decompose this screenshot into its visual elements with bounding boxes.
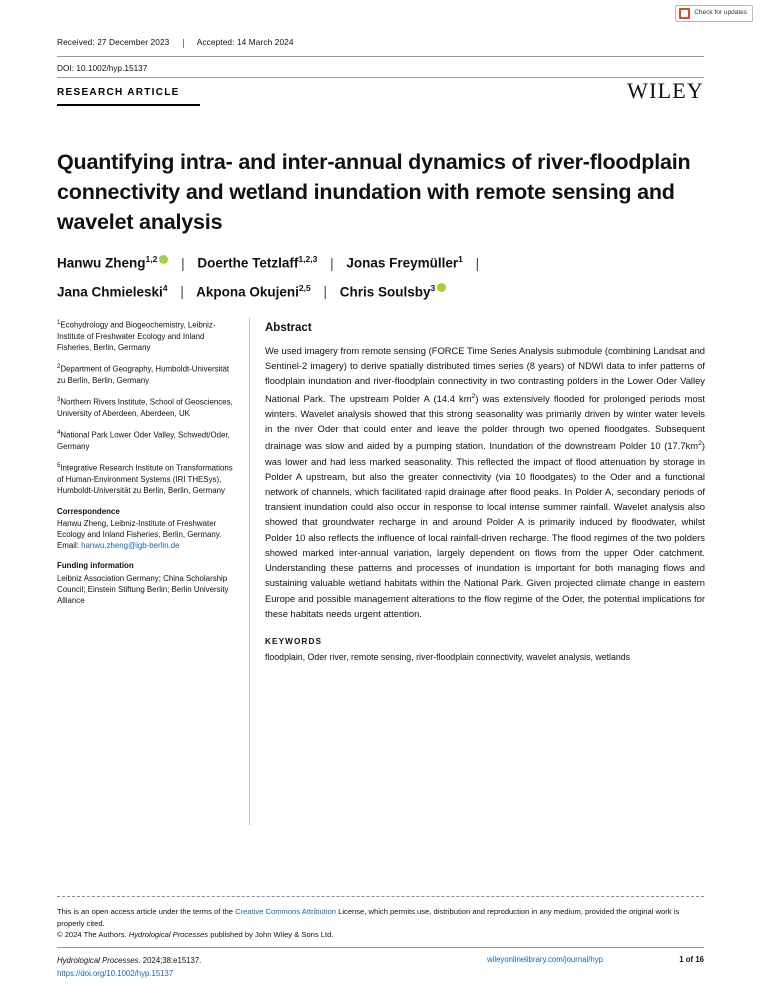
affiliation-text: Ecohydrology and Biogeochemistry, Leibniz-Institute of Freshwater Ecology and Inland Fisheries, Berlin, Germany	[57, 320, 216, 353]
footer-rule	[57, 947, 704, 948]
author-affiliation-marker: 1	[458, 254, 463, 264]
author-name: Jana Chmieleski	[57, 284, 163, 299]
publisher-logo: WILEY	[627, 78, 704, 103]
header-rule-bottom	[57, 77, 704, 78]
license-post: License, which permits use, distribution and reproduction in any medium, provided the original work is properly cited.	[57, 907, 680, 928]
check-for-updates-badge[interactable]	[675, 5, 753, 22]
accepted-date: Accepted: 14 March 2024	[196, 37, 294, 47]
author-name: Jonas Freymüller	[346, 255, 459, 271]
crossmark-icon	[679, 8, 690, 19]
affiliation-marker: 3	[57, 397, 61, 404]
author-line-1	[57, 247, 707, 276]
header-rule-top	[57, 56, 704, 57]
keywords-text: floodplain, Oder river, remote sensing, river-floodplain connectivity, wavelet analysis, wetlands	[265, 651, 631, 662]
orcid-icon[interactable]	[437, 283, 446, 292]
license-pre: This is an open access article under the terms of the	[57, 907, 236, 916]
affiliation-item	[57, 362, 238, 386]
copyright-journal: Hydrological Processes	[128, 930, 209, 940]
author-separator: |	[475, 255, 480, 271]
copyright-post: published by John Wiley & Sons Ltd.	[208, 930, 334, 940]
author-affiliation-marker: 2,5	[298, 282, 311, 293]
affiliation-text: Integrative Research Institute on Transformations of Human-Environment Systems (IRI THESys), Humboldt-Universität zu Berlin, Berlin, Germany	[57, 463, 233, 496]
abstract-heading: Abstract	[265, 322, 312, 334]
author-affiliation-marker: 3	[430, 282, 436, 293]
correspondence-address: Hanwu Zheng, Leibniz-Institute of Freshwater Ecology and Inland Fisheries, Berlin, Germany.	[57, 518, 222, 539]
citation-rest: 2024;38:e15137.	[140, 956, 202, 965]
affiliation-item	[57, 428, 238, 452]
affiliation-item	[57, 318, 238, 353]
author-affiliation-marker: 4	[162, 282, 168, 293]
affiliation-item	[57, 461, 238, 496]
funding-heading: Funding information	[57, 561, 134, 571]
affiliation-item	[57, 395, 238, 419]
affiliation-marker: 1	[57, 320, 61, 326]
column-divider	[249, 318, 250, 825]
page-number: 1 of 16	[679, 955, 704, 964]
author-affiliation-marker: 1,2	[145, 254, 158, 264]
funding-text: Leibniz Association Germany; China Scholarship Council; Einstein Stiftung Berlin; Berlin University Alliance	[57, 573, 229, 605]
author-name: Chris Soulsby	[339, 284, 431, 299]
author-name: Akpona Okujeni	[196, 284, 299, 299]
article-type-label: RESEARCH ARTICLE	[57, 87, 180, 98]
abstract-text: We used imagery from remote sensing (FORCE Time Series Analysis submodule (combining Landsat and Sentinel-2 imagery) to derive spatially distributed times series (8 years) of NDWI data to infer patterns of floodplain inundation and river-floodplain connectivity in two contrasting polders in the Lower Oder Valley National Park. The upstream Polder A (14.4 $km^2$) was extensively flooded for prolonged periods most winters. Wavelet analysis showed that this strong seasonality was primarily driven by winter water levels in the river Oder that could enter and leave the polder through two opened floodgates. Subsequent drainage was slow and aided by a pumping station. Inundation of the downstream Polder 10 $(17.7km^2)$ was lower and had less marked seasonality. This reflected the impact of flood attenuation by storage in Polder A upstream, but also the greater connectivity (via 10 floodgates) to the Oder and a functional network of channels, which facilitated rapid drainage after flood peaks. In Polder A, secondary periods of transient inundation could also occur in response to local intense summer rainfall. Wavelet analysis also showed that groundwater recharge in and around Polder A is primarily induced by floodwater, whilst Polder 10 also reflects the influence of local rainfall-driven recharge. The flood regimes of the two polders showed marked inter-annual variation, largely dependent on flows from the upper Oder catchment. Understanding these patterns and processes of inundation is important for both managing flows and sustaining valuable wetland habitats within the National Park. Given projected climate change in eastern Europe and possible management alterations to the flow regime of the Oder, the potential implications for these habitats needs urgent attention.	[265, 345, 705, 619]
journal-url[interactable]: wileyonlinelibrary.com/journal/hyp	[487, 955, 603, 964]
email-link[interactable]: hanwu.zheng@igb-berlin.de	[81, 541, 180, 551]
doi-line: DOI: 10.1002/hyp.15137	[57, 63, 148, 73]
author-name: Hanwu Zheng	[57, 255, 146, 271]
author-separator: |	[330, 255, 334, 271]
received-date: Received: 27 December 2023	[57, 37, 170, 47]
orcid-icon[interactable]	[159, 255, 168, 264]
citation-block	[57, 955, 201, 980]
submission-dates	[57, 37, 704, 47]
keywords-heading: KEYWORDS	[265, 636, 323, 646]
meta-separator	[183, 39, 184, 48]
author-name: Doerthe Tetzlaff	[197, 255, 299, 271]
affiliation-marker: 5	[57, 463, 61, 470]
license-statement	[57, 906, 704, 941]
email-label: Email:	[57, 541, 82, 551]
affiliation-marker: 2	[57, 364, 61, 371]
author-separator: |	[323, 284, 327, 299]
citation-doi-link[interactable]: https://doi.org/10.1002/hyp.15137	[57, 968, 174, 978]
affiliation-marker: 4	[57, 430, 61, 437]
citation-journal: Hydrological Processes.	[57, 956, 141, 965]
correspondence-heading: Correspondence	[57, 506, 120, 516]
affiliation-text: Northern Rivers Institute, School of Geosciences, University of Aberdeen, Aberdeen, UK	[57, 397, 233, 419]
copyright-pre: © 2024 The Authors.	[57, 930, 129, 940]
article-type-underline	[57, 104, 200, 106]
abstract-section	[265, 322, 705, 664]
author-affiliation-marker: 1,2,3	[298, 254, 318, 264]
affiliation-text: Department of Geography, Humboldt-Universität zu Berlin, Berlin, Germany	[57, 364, 230, 386]
author-list	[57, 247, 707, 304]
affiliation-text: National Park Lower Oder Valley, Schwedt/Oder, Germany	[57, 430, 230, 452]
author-line-2	[57, 276, 707, 305]
author-separator: |	[181, 255, 185, 271]
license-link[interactable]: Creative Commons Attribution	[235, 907, 336, 916]
affiliations-column	[57, 318, 238, 615]
correspondence-text	[57, 518, 238, 552]
author-separator: |	[180, 284, 184, 299]
footer-divider	[57, 896, 704, 897]
check-for-updates-label: Check for updates	[694, 9, 747, 17]
page-title: Quantifying intra- and inter-annual dynamics of river-floodplain connectivity and wetland inundation with remote sensing and wavelet analysis	[57, 150, 691, 235]
